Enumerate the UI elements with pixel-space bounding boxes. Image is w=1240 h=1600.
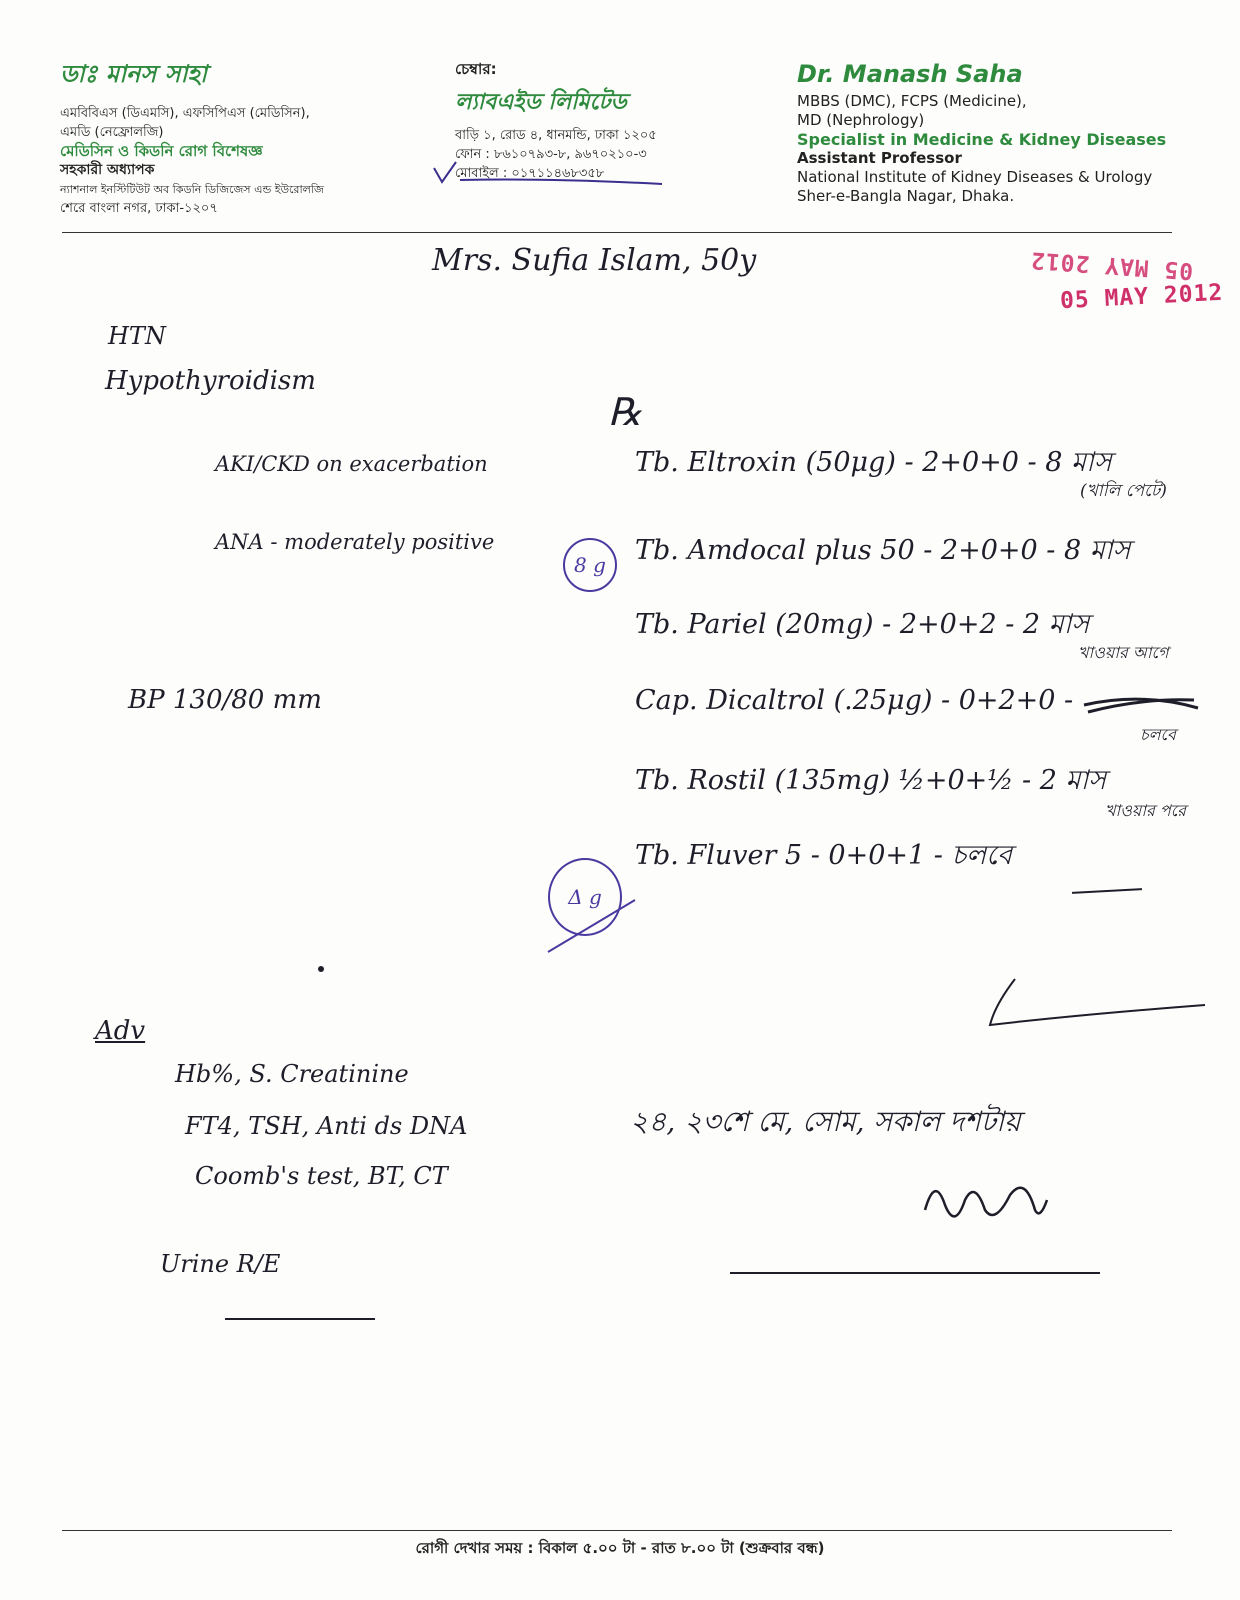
header-left-block [60, 56, 400, 218]
rx-item-3-note: খাওয়ার আগে [1078, 643, 1169, 662]
specialty-en: Specialist in Medicine & Kidney Diseases [797, 130, 1167, 149]
rx-symbol: ℞ [608, 390, 643, 434]
rx-end-underline [1072, 888, 1142, 894]
signature-flourish-icon [985, 975, 1215, 1035]
header-divider [62, 232, 1172, 233]
degrees-bn-2: এমডি (নেফ্রোলজি) [60, 125, 164, 140]
rx-item-4: Cap. Dicaltrol (.25μg) - 0+2+0 - [635, 685, 1074, 716]
chamber-name: ল্যাবএইড লিমিটেড [455, 90, 627, 115]
followup-note: ২৪, ২৩শে মে, সোম, সকাল দশটায় [630, 1105, 1021, 1138]
doctor-name-en: Dr. Manash Saha [797, 60, 1023, 88]
chamber-address: বাড়ি ১, রোড ৪, ধানমন্ডি, ঢাকা ১২০৫ [455, 128, 657, 143]
history-ana: ANA - moderately positive [215, 530, 495, 554]
rx-item-3: Tb. Pariel (20mg) - 2+0+2 - 2 মাস [635, 609, 1090, 640]
advice-item-4: Urine R/E [160, 1250, 281, 1278]
history-aki-ckd: AKI/CKD on exacerbation [215, 452, 488, 476]
position-bn: সহকারী অধ্যাপক [60, 162, 155, 178]
visiting-hours: রোগী দেখার সময় : বিকাল ৫.০০ টা - রাত ৮.০০ টা (শুক্রবার বন্ধ) [415, 1539, 825, 1557]
advice-item-3: Coomb's test, BT, CT [195, 1162, 448, 1190]
signature-icon [915, 1170, 1055, 1240]
checkmark-icon [430, 160, 670, 190]
chamber-phone: ফোন : ৮৬১০৭৯৩-৮, ৯৬৭০২১০-৩ [455, 147, 647, 162]
history-bp: BP 130/80 mm [128, 685, 322, 715]
rx-circle-note-2: Δ g [548, 858, 622, 936]
struck-out-text-icon [1082, 690, 1202, 720]
signature-line [730, 1272, 1100, 1274]
position-en: Assistant Professor [797, 149, 962, 167]
rx-item-4-note: চলবে [1140, 725, 1176, 744]
address-bn: শেরে বাংলা নগর, ঢাকা-১২০৭ [60, 201, 218, 216]
advice-item-2: FT4, TSH, Anti ds DNA [185, 1112, 468, 1140]
advice-item-1: Hb%, S. Creatinine [175, 1060, 409, 1088]
circle-strike-icon [540, 890, 640, 960]
chamber-label: চেম্বার: [455, 60, 497, 78]
degrees-bn-1: এমবিবিএস (ডিএমসি), এফসিপিএস (মেডিসিন), [60, 106, 310, 121]
advice-label: Adv [95, 1016, 146, 1046]
advice-underline [225, 1318, 375, 1320]
doctor-name-bn: ডাঃ মানস সাহা [60, 60, 207, 88]
history-hypothyroidism: Hypothyroidism [105, 366, 316, 396]
date-stamp: 05 MAY 2012 [1059, 279, 1224, 315]
rx-item-1: Tb. Eltroxin (50μg) - 2+0+0 - 8 মাস [635, 447, 1112, 478]
degrees-en-2: MD (Nephrology) [797, 111, 925, 129]
chamber-mobile: মোবাইল : ০১৭১১৪৬৮৩৫৮ [455, 166, 605, 181]
history-htn: HTN [108, 322, 166, 350]
rx-item-5: Tb. Rostil (135mg) ½+0+½ - 2 মাস [635, 765, 1107, 796]
specialty-bn: মেডিসিন ও কিডনি রোগ বিশেষজ্ঞ [60, 142, 263, 160]
footer-divider [62, 1530, 1172, 1531]
patient-name: Mrs. Sufia Islam, 50y [432, 243, 757, 278]
institute-en: National Institute of Kidney Diseases & Urology [797, 168, 1153, 186]
header-right-block [797, 60, 1197, 206]
stray-dot [318, 966, 324, 972]
rx-item-6: Tb. Fluver 5 - 0+0+1 - চলবে [635, 840, 1013, 871]
rx-circle-note-1: 8 g [563, 538, 617, 592]
date-stamp-mirrored: 05 MAY 2012 [1029, 246, 1195, 284]
rx-item-1-note: (খালি পেটে) [1080, 481, 1167, 501]
address-en: Sher-e-Bangla Nagar, Dhaka. [797, 187, 1015, 205]
rx-item-5-note: খাওয়ার পরে [1105, 801, 1186, 820]
rx-item-2: Tb. Amdocal plus 50 - 2+0+0 - 8 মাস [635, 535, 1131, 566]
degrees-en-1: MBBS (DMC), FCPS (Medicine), [797, 92, 1027, 110]
institute-bn: ন্যাশনাল ইনস্টিটিউট অব কিডনি ডিজিজেস এন্ড ইউরোলজি [60, 183, 324, 196]
